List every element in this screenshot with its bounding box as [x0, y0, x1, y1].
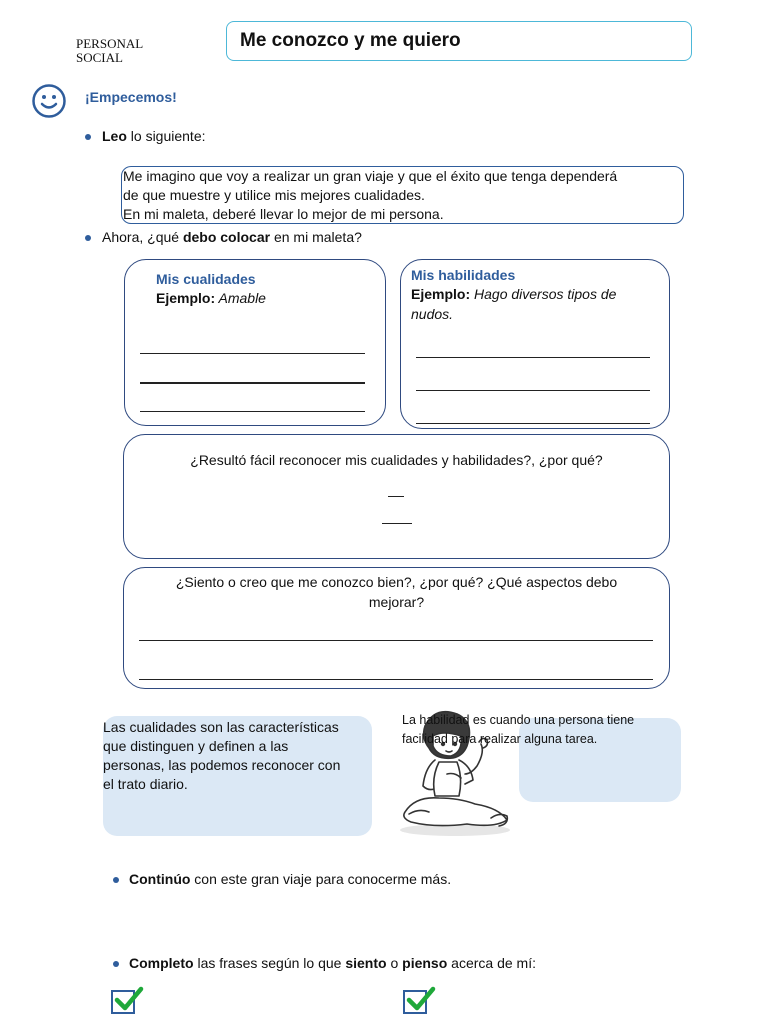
question2-answer-line-1[interactable]	[139, 640, 653, 641]
bullet-dot	[85, 235, 91, 241]
question2-line-2: mejorar?	[368, 594, 425, 610]
instruction-continue-rest: con este gran viaje para conocerme más.	[190, 871, 452, 887]
abilities-example-label: Ejemplo:	[411, 286, 471, 302]
bullet-dot	[113, 877, 119, 883]
question2-answer-line-2[interactable]	[139, 679, 653, 680]
abilities-answer-line-1[interactable]	[416, 357, 650, 358]
qualities-example	[156, 290, 266, 306]
quote-line-3: En mi maleta, deberé llevar lo mejor de mi persona.	[123, 206, 444, 222]
subject-label: PERSONAL SOCIAL	[76, 36, 143, 65]
abilities-box	[400, 259, 670, 429]
instruction-suitcase-bold: debo colocar	[182, 229, 271, 245]
checkbox-left[interactable]	[111, 986, 145, 1016]
qualities-definition-text	[103, 718, 373, 794]
question1-answer-line-2[interactable]	[382, 523, 412, 524]
qualities-title: Mis cualidades	[156, 271, 256, 287]
qualities-definition-line-4: el trato diario.	[103, 776, 188, 792]
instruction-complete-b3: pienso	[402, 955, 448, 971]
abilities-example-value-2: nudos.	[411, 306, 454, 322]
instruction-suitcase-post: en mi maleta?	[270, 229, 362, 245]
instruction-complete-b1: Completo	[129, 955, 194, 971]
qualities-definition-line-2: que distinguen y definen a las	[103, 738, 289, 754]
quote-line-1: Me imagino que voy a realizar un gran viaje y que el éxito que tenga dependerá	[123, 168, 618, 184]
qualities-example-label: Ejemplo:	[156, 290, 216, 306]
abilities-example	[411, 286, 616, 302]
bullet-dot	[85, 134, 91, 140]
abilities-answer-line-3[interactable]	[416, 423, 650, 424]
qualities-answer-line-2[interactable]	[140, 382, 365, 384]
page-title: Me conozco y me quiero	[240, 30, 461, 51]
ability-definition-line-2: facilidad para realizar alguna tarea.	[402, 732, 598, 746]
abilities-title: Mis habilidades	[411, 267, 516, 283]
smiley-face-icon	[32, 84, 66, 118]
ability-definition-line-1: La habilidad es cuando una persona tiene	[402, 713, 635, 727]
qualities-answer-line-1[interactable]	[140, 353, 365, 354]
instruction-continue	[129, 871, 451, 887]
question1-answer-line-1[interactable]	[388, 496, 404, 497]
check-mark-icon	[405, 986, 437, 1014]
bullet-dot	[113, 961, 119, 967]
abilities-answer-line-2[interactable]	[416, 390, 650, 391]
qualities-example-value: Amable	[215, 290, 266, 306]
instruction-read-bold: Leo	[102, 128, 127, 144]
instruction-read	[102, 128, 206, 144]
checkbox-right[interactable]	[403, 986, 437, 1016]
instruction-complete	[129, 955, 536, 971]
abilities-example-value-1: Hago diversos tipos de	[470, 286, 617, 302]
check-mark-icon	[113, 986, 145, 1014]
instruction-suitcase	[102, 229, 362, 245]
ability-definition-text	[402, 711, 692, 749]
qualities-definition-line-3: personas, las podemos reconocer con	[103, 757, 341, 773]
qualities-definition-line-1: Las cualidades son las características	[103, 719, 339, 735]
quote-text	[123, 167, 685, 224]
quote-line-2: de que muestre y utilice mis mejores cualidades.	[123, 187, 425, 203]
instruction-complete-t2: o	[386, 955, 403, 971]
question1-text: ¿Resultó fácil reconocer mis cualidades y habilidades?, ¿por qué?	[190, 452, 603, 468]
qualities-answer-line-3[interactable]	[140, 411, 365, 412]
section-heading: ¡Empecemos!	[85, 89, 177, 105]
instruction-continue-bold: Continúo	[129, 871, 191, 887]
instruction-complete-b2: siento	[345, 955, 387, 971]
instruction-complete-t1: las frases según lo que	[193, 955, 346, 971]
instruction-suitcase-pre: Ahora, ¿qué	[102, 229, 183, 245]
instruction-complete-t3: acerca de mí:	[447, 955, 536, 971]
question2-line-1: ¿Siento o creo que me conozco bien?, ¿por qué? ¿Qué aspectos debo	[175, 574, 618, 590]
instruction-read-rest: lo siguiente:	[126, 128, 206, 144]
